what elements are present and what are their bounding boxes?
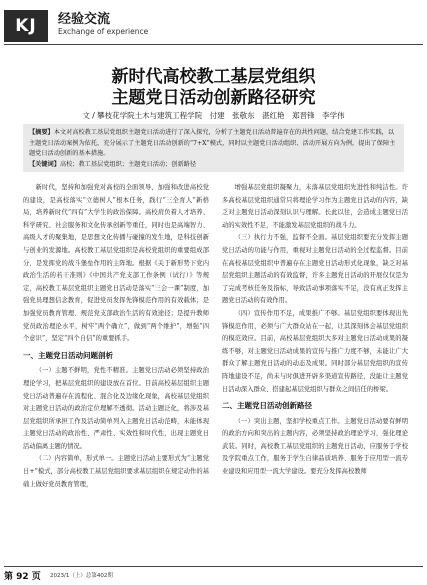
paragraph: （二）内容简单，形式单一。主题党日活动主要形式为“主题党日+”模式，部分高校教工基层党组织要求基层组织在规定动作的基础上做好党员教育管理， <box>23 455 209 488</box>
abstract-box <box>23 124 404 172</box>
abstract-text: 本文对高校教工基层党组织主题党日活动进行了深入探究，分析了主题党日活动普遍存在的共性问题，结合党建工作实践，以主题党日活动案例为依托，充分展示了主题党日活动创新的“7+X”模式，同时以主题党日活动组织、活动开展方向为例，提出了保障主题党日活动创新的基本措施。 <box>29 129 396 157</box>
page-header <box>0 0 427 48</box>
keywords-label: 【关键词】 <box>29 160 60 168</box>
paragraph: 新时代，坚持和加强党对高校的全面领导，加强和改进高校党的建设，是高校落实“立德树人”根本任务，践行“三全育人”新格局，培养新时代“四有”大学生的政治保障。高校肩负着人才培养、科学研究、社会服务和文化传承创新等重任，同时也是高端智力、高级人才的聚集地，是思想文化传播与碰撞的发生地，是科技创新与创业的发源地。高校教工基层党组织是高校党组织的重要组成部分，是发挥党的战斗堡垒作用的主阵地。根据《关于新形势下党内政治生活的若干准则》《中国共产党支部工作条例（试行）》等规定，高校教工基层党组织主题党日活动是落实“三会一课”制度，加强党员理想信念教育，促进党员发挥先锋模范作用的有效载体；是加强党员教育管理、规范党支部政治生活的有效途径；是提升教师党员政治理论水平，树牢“两个确立”，做到“两个维护”，增强“四个意识”，坚定“四个自信”的重要抓手。 <box>23 184 209 343</box>
author-byline: 文 / 攀枝花学院土木与建筑工程学院 付建 张敬东 湛红艳 郑晋锋 李学伟 <box>82 111 345 120</box>
left-column <box>23 182 209 491</box>
page-footer <box>4 566 423 582</box>
paragraph: （三）执行力不强，监督不全面。基层党组织要充分发挥主题党日活动的功能与作用，重视对主题党日活动的全过程监督。目前在高校基层党组织中普遍存在主题党日活动形式化现象，缺乏对基层党组织主题活动的有效监督，许多主题党日活动的开展仅仅是为了完成考核任务及指标，导致活动事项落实不足，没有真正发挥主题党日活动的有效作用。 <box>222 234 408 305</box>
paragraph: 增强基层党组织凝聚力，未落基层党组织先进性和纯洁性。许多高校基层党组织通常只将理论学习作为主题党日活动的内容，缺乏对主题党日活动深刻认识与理解。长此以往，会造成主题党日活动的实效性不足，不能激发基层党组织的战斗力。 <box>222 184 408 229</box>
abstract-label: 【摘要】 <box>29 129 54 136</box>
article-title-line1: 新时代高校教工基层党组织 <box>111 67 316 87</box>
issue-info: 2023/1（上）总第402期 <box>50 573 113 579</box>
paragraph: （四）宣传作用不足，成果推广不够。基层党组织要体现出先锋模范作用，必须与广大群众站在一起，让其深刻体会基层党组织的模范效应。目前，高校基层党组织大多对主题党日活动成果的凝练不够，对主题党日活动成果的宣传与推广力度不够，未能让广大群众了解主题党日活动的动态及成果。同时部分基层党组织的宣传阵地建设不足，尚未与时俱进开辟多渠道宣传路径，没能让主题党日活动深入群众、搭建起基层党组织与群众之间信任的桥梁。 <box>222 309 408 393</box>
right-column <box>222 182 408 479</box>
section-heading: 二、主题党日活动创新路径 <box>222 401 312 411</box>
keywords-text: 高校；教工基层党组织；主题党日活动；创新路径 <box>59 160 197 168</box>
column-name: 经验交流 <box>58 12 111 27</box>
paragraph: （一）主题不鲜明，党性不精准。主题党日活动必须坚持政治理论学习，把基层党组织的建设放在首位。目前高校基层组织主题党日活动普遍存在流程化、混合化及边缘化现象，高校基层党组织对主题党日活动的政治定位理解不透彻。活动主题泛化，将涉及基层党组织所承担工作及活动简单列入主题党日活动范畴，未能体现主题党日活动的政治性、严肃性、实效性和时代性，出现主题党日活动偏离主题的情况。 <box>23 367 209 450</box>
header-divider <box>4 44 423 45</box>
paragraph: （一）突出主题，坚扣学校重点工作。主题党日活动要有鲜明的政治方向和突出的主题内容，必须坚持政治理论学习，强化理论武装。同时，高校教工基层党组织的主题党日活动，应服务于学校及学院重点工作，服务于学生自律品质培养、服务于应用型一流专业建设和应用型一流大学建设。要充分发挥高校教师 <box>222 417 408 476</box>
footer-divider <box>4 566 423 567</box>
section-heading: 一、主题党日活动问题剖析 <box>23 350 113 360</box>
column-name-en: Exchange of experience <box>58 27 149 36</box>
article-title-line2: 主题党日活动创新路径研究 <box>111 88 316 108</box>
page-number: 第 92 页 <box>4 572 41 582</box>
journal-logo: KJ <box>4 10 48 42</box>
